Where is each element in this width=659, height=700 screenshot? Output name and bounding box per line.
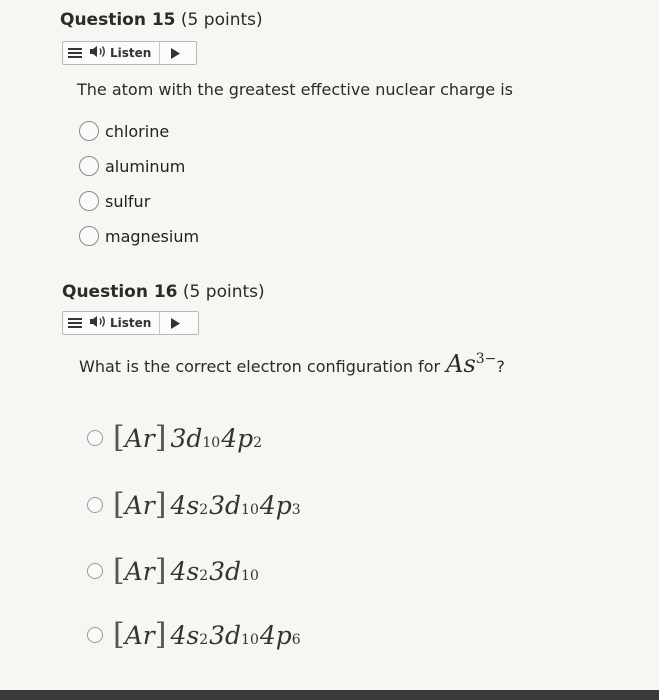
prompt-text: What is the correct electron configuration for [79,357,441,376]
orbital: 3d [209,621,242,650]
radio-icon[interactable] [87,627,103,643]
right-bracket: ] [154,420,167,455]
radio-icon[interactable] [87,430,103,446]
listen-label: Listen [110,46,152,60]
radio-icon[interactable] [79,156,99,176]
left-bracket: [ [113,553,125,588]
q16-option[interactable] [87,420,262,455]
electron-count: 2 [253,435,263,451]
question-number: Question 15 [60,10,176,30]
electron-count: 10 [241,632,259,648]
noble-gas-core: Ar [124,621,155,650]
electron-count: 10 [241,502,259,518]
question-number: Question 16 [62,282,178,302]
electron-count: 10 [241,568,259,584]
listen-toolbar [62,41,197,65]
listen-label: Listen [110,316,152,330]
right-bracket: ] [154,617,167,652]
q15-option[interactable] [79,226,199,246]
orbital: 3d [209,491,242,520]
radio-icon[interactable] [79,226,99,246]
noble-gas-core: Ar [124,491,155,520]
listen-button[interactable] [87,312,160,334]
ion-formula [446,350,496,378]
right-bracket: ] [154,487,167,522]
option-label: aluminum [105,156,186,176]
orbital: 4p [259,621,292,650]
electron-count: 3 [291,502,301,518]
electron-count: 2 [199,502,209,518]
electron-configuration [113,487,301,522]
left-bracket: [ [113,420,125,455]
ion-symbol: As [446,350,476,378]
orbital: 3d [170,424,203,453]
question-15-title [60,10,263,30]
orbital: 4p [259,491,292,520]
option-label: sulfur [105,191,151,211]
electron-count: 2 [199,632,209,648]
orbital: 4s [170,491,200,520]
orbital: 3d [209,557,242,586]
orbital: 4p [221,424,254,453]
play-icon[interactable] [160,42,190,64]
q15-option[interactable] [79,191,150,211]
question-15-prompt: The atom with the greatest effective nuclear charge is [77,80,513,99]
left-bracket: [ [113,617,125,652]
q16-option[interactable] [87,487,301,522]
q15-option[interactable] [79,121,169,141]
electron-count: 10 [202,435,221,451]
electron-count: 6 [291,632,301,648]
question-16-prompt [79,350,505,378]
question-16-title [62,282,265,302]
q15-option[interactable] [79,156,185,176]
orbital: 4s [170,557,200,586]
speaker-icon [89,45,107,61]
left-bracket: [ [113,487,125,522]
option-label: magnesium [105,226,200,246]
listen-toolbar [62,311,199,335]
orbital: 4s [170,621,200,650]
listen-button[interactable] [87,42,160,64]
radio-icon[interactable] [87,563,103,579]
electron-configuration [113,553,259,588]
noble-gas-core: Ar [124,557,155,586]
ion-charge: 3− [475,351,497,367]
option-label: chlorine [105,121,170,141]
speaker-icon [89,315,107,331]
electron-count: 2 [199,568,209,584]
right-bracket: ] [154,553,167,588]
play-icon[interactable] [160,312,190,334]
noble-gas-core: Ar [124,424,155,453]
radio-icon[interactable] [79,121,99,141]
q16-option[interactable] [87,617,301,652]
bottom-edge [0,690,659,700]
radio-icon[interactable] [87,497,103,513]
prompt-end: ? [496,357,505,376]
question-points: (5 points) [182,282,265,302]
question-points: (5 points) [180,10,263,30]
menu-icon[interactable] [63,312,87,334]
electron-configuration [113,420,262,455]
menu-icon[interactable] [63,42,87,64]
q16-option[interactable] [87,553,259,588]
electron-configuration [113,617,301,652]
radio-icon[interactable] [79,191,99,211]
